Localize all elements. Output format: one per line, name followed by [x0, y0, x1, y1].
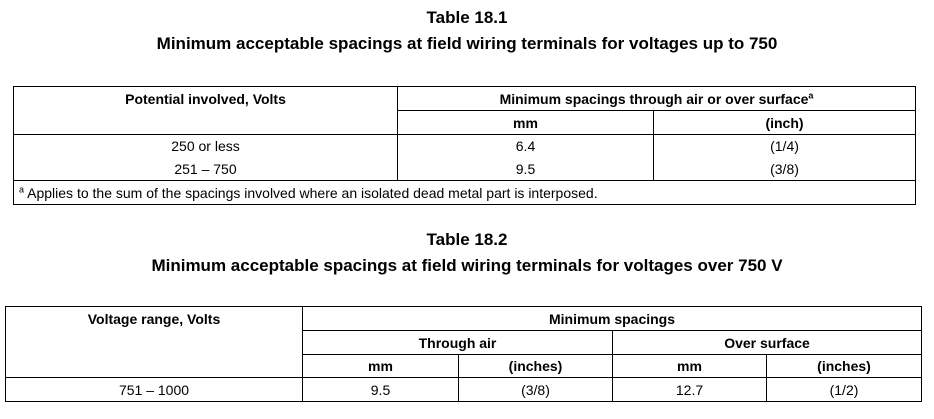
- cell-potential: 250 or less: [14, 135, 398, 158]
- footnote-text: Applies to the sum of the spacings involved where an isolated dead metal part is interposed.: [27, 184, 598, 201]
- table-1-number: Table 18.1: [426, 8, 508, 27]
- cell-surface-inches: (1/2): [767, 378, 922, 402]
- header-surface-mm: mm: [613, 355, 767, 378]
- header-air-mm: mm: [303, 355, 459, 378]
- footnote-marker: a: [19, 183, 25, 194]
- header-mm: mm: [398, 111, 654, 135]
- cell-air-inches: (3/8): [459, 378, 613, 402]
- cell-inch: (1/4): [654, 135, 916, 158]
- table-2-caption: Minimum acceptable spacings at field wiring terminals for voltages over 750 V: [151, 256, 783, 275]
- table-18-1: [13, 86, 916, 205]
- header-through-air: Through air: [303, 331, 613, 355]
- header-min-spacings: [398, 87, 916, 111]
- table-1-caption: Minimum acceptable spacings at field wiring terminals for voltages up to 750: [156, 34, 778, 53]
- table-18-2: [5, 306, 922, 402]
- table-row: [14, 158, 916, 181]
- header-surface-inches: (inches): [767, 355, 922, 378]
- header-over-surface: Over surface: [613, 331, 922, 355]
- cell-mm: 9.5: [398, 158, 654, 181]
- cell-voltage: 751 – 1000: [6, 378, 303, 402]
- header-air-inches: (inches): [459, 355, 613, 378]
- header-inch: (inch): [654, 111, 916, 135]
- cell-air-mm: 9.5: [303, 378, 459, 402]
- header-potential: Potential involved, Volts: [14, 87, 398, 135]
- cell-potential: 251 – 750: [14, 158, 398, 181]
- footnote-marker-header: a: [808, 89, 814, 100]
- cell-inch: (3/8): [654, 158, 916, 181]
- header-voltage-range: Voltage range, Volts: [6, 307, 303, 378]
- table-footnote: [14, 181, 916, 205]
- table-row: [6, 378, 922, 402]
- cell-mm: 6.4: [398, 135, 654, 158]
- table-row: [14, 135, 916, 158]
- cell-surface-mm: 12.7: [613, 378, 767, 402]
- header-min-spacings-label: Minimum spacings through air or over surface: [499, 90, 809, 107]
- table-2-number: Table 18.2: [426, 230, 508, 249]
- header-min-spacings-2: Minimum spacings: [303, 307, 922, 331]
